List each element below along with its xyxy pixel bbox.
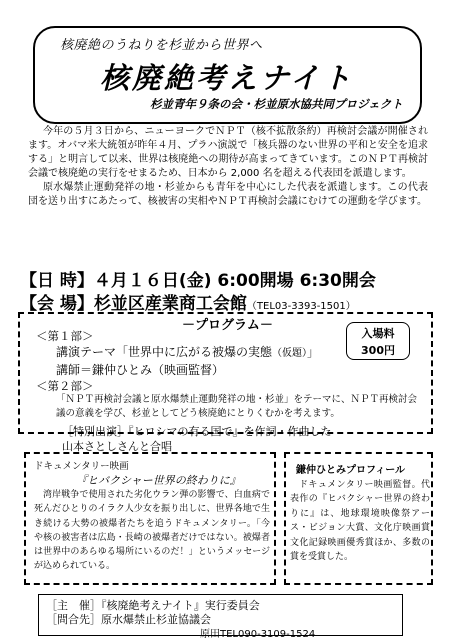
fee-label: 入場料 (361, 327, 395, 340)
part2-label: ＜第２部＞ (36, 379, 94, 393)
documentary-label: ドキュメンタリー映画 (34, 461, 129, 472)
event-date: 【日 時】４月１６日(金) 6:00開場 6:30開会 (20, 271, 376, 291)
documentary-title: 『ヒバクシャー世界の終わりに』 (76, 474, 241, 487)
lecture-note: （仮題） (272, 348, 308, 359)
part1-lecture (56, 343, 319, 360)
documentary-text (34, 488, 270, 574)
lecture-close: 」 (307, 345, 320, 359)
part2-special-guest: ［特別出演］『ヒロシマの有る国で』を作詞・作曲した (62, 425, 332, 438)
fee-amount: 300円 (361, 344, 395, 357)
profile-title: 鎌仲ひとみプロフィール (296, 465, 405, 476)
part2-theme: 「ＮＰＴ再検討会議と原水爆禁止運動発祥の地・杉並」をテーマに、ＮＰＴ再検討会議の意義を学び、杉並としてどう核廃絶にとりくむかを考えます。 (56, 394, 418, 419)
program-title: －プログラム－ (182, 318, 273, 333)
header-subtitle: 核廃絶のうねりを杉並から世界へ (60, 38, 263, 53)
documentary-body: 湾岸戦争で使用された劣化ウラン弾の影響で、白血病で死んだひとりのイラク人少女を振り出しに、世界各地で生き続ける大勢の被爆者たちを追うドキュメンタリー。「今や核の被害者は広島・長崎の被爆者だけではない。被爆者は世界中のあらゆる場所にいるのだ！」というメッセージが込められている。 (34, 490, 270, 572)
lecture-theme: 講演テーマ「世界中に広がる被爆の実態 (56, 345, 273, 359)
venue-tel: （TEL03-3393-1501） (246, 301, 356, 312)
part1-speaker: 講師＝鎌仲ひとみ（映画監督） (56, 363, 225, 377)
intro-text (28, 125, 428, 209)
admission-fee-box (346, 322, 410, 360)
intro-paragraph-1: 今年の５月３日から、ニューヨークでＮＰＴ（核不拡散条約）再検討会議が開催されます。オバマ米大統領が昨年４月、プラハ演説で「核兵器のない世界の平和と安全を追求する」と明言して以来、世界は核廃絶への期待が高まってきています。このＮＰＴ再検討会議で核廃絶の実行をせまるため、日本から 2,000 名を超える代表団を派遣します。 (28, 126, 428, 179)
sponsor-line: 杉並青年９条の会・杉並原水協共同プロジェクト (150, 97, 403, 111)
venue-name: 【会 場】杉並区産業商工会館 (20, 294, 247, 314)
part2-singer: 山本さとしさんと合唱 (62, 440, 172, 453)
intro-paragraph-2: 原水爆禁止運動発祥の地・杉並からも青年を中心にした代表を派遣します。この代表団を送り出すにあたって、核被害の実相やＮＰＴ再検討会議にむけての運動を学びます。 (28, 182, 428, 207)
footer-host: ［主 催］『核廃絶考えナイト』実行委員会 (46, 599, 260, 612)
event-title: 核廃絶考えナイト (100, 61, 354, 95)
footer-inquiry: ［問合先］原水爆禁止杉並協議会 (46, 613, 211, 626)
event-venue (20, 289, 356, 314)
footer-tel: 原田TEL090-3109-1524 (200, 629, 316, 640)
profile-text (290, 478, 430, 564)
profile-body: ドキュメンタリー映画監督。代表作の『ヒバクシャー世界の終わりに』は、地球環境映像祭アース・ビジョン大賞、文化庁映画賞文化記録映画優秀賞ほか、多数の賞を受賞した。 (290, 480, 430, 563)
part1-label: ＜第１部＞ (36, 329, 94, 343)
